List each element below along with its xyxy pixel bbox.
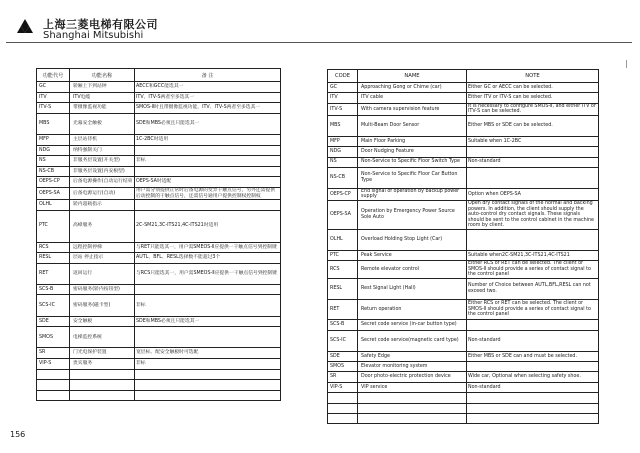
table-row bbox=[328, 167, 599, 188]
header-note: 备 注 bbox=[135, 69, 281, 82]
cell-note: 2C-SM21,3C-ITS21,4C-ITS21时适用 bbox=[135, 210, 281, 242]
cell-note: Either RCS or RET can be selected. The client or SMOS-Ⅱ should provide a series of contact signal to the control panel bbox=[467, 261, 599, 279]
table-row bbox=[37, 263, 281, 284]
table-row bbox=[328, 372, 599, 382]
cell-name bbox=[70, 390, 135, 401]
cell-code: OEPS-CP bbox=[37, 177, 70, 188]
table-row bbox=[328, 147, 599, 157]
cell-note: 非标 bbox=[135, 295, 281, 316]
cell-name: 非服务层设置(开关型) bbox=[70, 156, 135, 167]
table-row bbox=[37, 359, 281, 370]
table-row bbox=[328, 83, 599, 93]
cell-code: MFP bbox=[37, 134, 70, 145]
table-row bbox=[37, 369, 281, 380]
table-row bbox=[328, 413, 599, 423]
cell-name: Main Floor Parking bbox=[358, 136, 467, 146]
cell-note: It is necessary to configure SMOS-Ⅱ, and either ITV or ITV-S can be selected. bbox=[467, 103, 599, 115]
table-row bbox=[37, 166, 281, 177]
cell-code: SDE bbox=[328, 351, 358, 361]
table-row bbox=[328, 229, 599, 250]
header-name: NAME bbox=[358, 70, 467, 83]
cell-code: SCS-B bbox=[37, 284, 70, 295]
cell-code bbox=[328, 393, 358, 403]
cell-code: MBS bbox=[328, 115, 358, 136]
table-row bbox=[328, 250, 599, 260]
cell-code: NS bbox=[328, 157, 358, 167]
cell-note: Non-standard bbox=[467, 382, 599, 392]
table-row bbox=[37, 103, 281, 114]
cell-name: 密码服务(轿内按钮型) bbox=[70, 284, 135, 295]
cell-code bbox=[37, 380, 70, 391]
cell-code: RET bbox=[328, 299, 358, 320]
table-row bbox=[328, 351, 599, 361]
table-row bbox=[37, 200, 281, 211]
cell-code: NDG bbox=[37, 145, 70, 156]
table-row bbox=[328, 188, 599, 200]
cell-name: Door Nudging Feature bbox=[358, 147, 467, 157]
table-row bbox=[328, 299, 599, 320]
cell-note bbox=[135, 369, 281, 380]
table-row bbox=[328, 403, 599, 413]
cell-name: 贵宾服务 bbox=[70, 359, 135, 370]
table-row bbox=[328, 393, 599, 403]
cell-code: ITV-S bbox=[328, 103, 358, 115]
table-row bbox=[328, 320, 599, 330]
table-row bbox=[37, 177, 281, 188]
header-divider bbox=[6, 42, 632, 43]
cell-note: Non-standard bbox=[467, 330, 599, 351]
cell-code: GC bbox=[328, 83, 358, 93]
cell-code: ITV bbox=[328, 93, 358, 103]
cell-note: Either GC or AECC can be selected. bbox=[467, 83, 599, 93]
cell-name: Multi-Beam Door Sensor bbox=[358, 115, 467, 136]
cell-name: 后备电源运行(自动) bbox=[70, 187, 135, 199]
cell-code: SR bbox=[328, 372, 358, 382]
cell-code: VIP-S bbox=[37, 359, 70, 370]
cell-note bbox=[135, 166, 281, 177]
cell-name: VIP service bbox=[358, 382, 467, 392]
header-note: NOTE bbox=[467, 70, 599, 83]
cell-code: VIP-S bbox=[328, 382, 358, 392]
cell-code bbox=[37, 390, 70, 401]
cell-code bbox=[37, 369, 70, 380]
table-row bbox=[37, 113, 281, 134]
cell-name: 纳特强制关门 bbox=[70, 145, 135, 156]
cell-note: Suitable when2C-SM21,3C-ITS21,4C-ITS21 bbox=[467, 250, 599, 260]
cell-note bbox=[135, 327, 281, 348]
cell-note: 与RET只能选其一，用户需SMEOS-Ⅱ应提供一干触点信号到控制键 bbox=[135, 242, 281, 253]
table-row bbox=[37, 145, 281, 156]
cell-note: Either MBS or SDE can and must be selected. bbox=[467, 351, 599, 361]
cell-code: RCS bbox=[328, 261, 358, 279]
chinese-function-table bbox=[36, 68, 281, 401]
cell-code: PTC bbox=[328, 250, 358, 260]
cell-note bbox=[467, 229, 599, 250]
table-row bbox=[328, 157, 599, 167]
english-function-table bbox=[327, 69, 599, 424]
cell-note: Open dry contact signals of the normal and backing powers. In addition, the client should supply the auto-control dry contact signals. These signals should be sent to the control cabinet in the machine room by client. bbox=[467, 200, 599, 229]
header-name: 功能名称 bbox=[70, 69, 135, 82]
table-row bbox=[37, 210, 281, 242]
cell-code: RET bbox=[37, 263, 70, 284]
cell-code: ITV-S bbox=[37, 103, 70, 114]
cell-name: Peak Service bbox=[358, 250, 467, 260]
cell-name: 光幕安全触板 bbox=[70, 113, 135, 134]
table-row bbox=[37, 187, 281, 199]
table-header-row bbox=[37, 69, 281, 82]
table-row bbox=[328, 278, 599, 299]
cell-note bbox=[135, 284, 281, 295]
cell-note bbox=[135, 145, 281, 156]
table-row bbox=[328, 362, 599, 372]
cell-name: Non-Service to Specific Floor Car Button Type bbox=[358, 167, 467, 188]
table-row bbox=[328, 382, 599, 392]
cell-note bbox=[467, 413, 599, 423]
cell-name: 层站 停止指示 bbox=[70, 253, 135, 264]
cell-note: Either RCS or RET can be selected. The client or SMOS-Ⅱ should provide a series of contact signal to the control panel bbox=[467, 299, 599, 320]
cell-code: SCS-B bbox=[328, 320, 358, 330]
cell-name: 远程控制停梯 bbox=[70, 242, 135, 253]
cell-name: 高峰服务 bbox=[70, 210, 135, 242]
table-row bbox=[37, 380, 281, 391]
page-number: 156 bbox=[10, 430, 26, 439]
cell-code: RCS bbox=[37, 242, 70, 253]
cell-note: Option when OEPS-SA bbox=[467, 188, 599, 200]
cell-code bbox=[328, 413, 358, 423]
binding-mark bbox=[626, 60, 632, 68]
cell-name: Safety Edge bbox=[358, 351, 467, 361]
cell-note bbox=[467, 147, 599, 157]
cell-note: 与RCS只能选其一，用户需SMEOS-Ⅱ应提供一干触点信号到控制键 bbox=[135, 263, 281, 284]
cell-note: 1C-2BC时适用 bbox=[135, 134, 281, 145]
table-row bbox=[37, 134, 281, 145]
table-row bbox=[37, 348, 281, 359]
cell-note: Wide car, Optional when selecting safety shoe. bbox=[467, 372, 599, 382]
cell-name: Rest Signal Light (Hall) bbox=[358, 278, 467, 299]
cell-note: Number of Choice between AUTL,BFL,RESL can not exceed two. bbox=[467, 278, 599, 299]
cell-code: OEPS-SA bbox=[37, 187, 70, 199]
cell-name: End signal of operation by backup power supply bbox=[358, 188, 467, 200]
table-row bbox=[37, 327, 281, 348]
cell-note: Either MBS or SDE can be selected. bbox=[467, 115, 599, 136]
cell-note bbox=[467, 393, 599, 403]
table-row bbox=[37, 316, 281, 327]
table-row bbox=[328, 103, 599, 115]
cell-name: Non-Service to Specific Floor Switch Type bbox=[358, 157, 467, 167]
cell-name: 后备电源操作(自动运行结束 bbox=[70, 177, 135, 188]
cell-note: 非标 bbox=[135, 156, 281, 167]
table-row bbox=[37, 390, 281, 401]
table-row bbox=[37, 82, 281, 93]
cell-code: SCS-IC bbox=[37, 295, 70, 316]
cell-code: OLHL bbox=[328, 229, 358, 250]
cell-note: ITV、ITV-S两者至多选其一 bbox=[135, 92, 281, 103]
table-row bbox=[37, 156, 281, 167]
cell-note: 宽层标、配安全触板时可选配 bbox=[135, 348, 281, 359]
cell-name bbox=[358, 413, 467, 423]
cell-name: 主层站待机 bbox=[70, 134, 135, 145]
cell-code: RESL bbox=[37, 253, 70, 264]
cell-name: 带摄像监视功能 bbox=[70, 103, 135, 114]
cell-code: SCS-IC bbox=[328, 330, 358, 351]
cell-code: SDE bbox=[37, 316, 70, 327]
cell-code: PTC bbox=[37, 210, 70, 242]
cell-note: AECC和GCC能选其一 bbox=[135, 82, 281, 93]
table-row bbox=[37, 92, 281, 103]
cell-name: Remote elevator control bbox=[358, 261, 467, 279]
cell-name: 电梯监控系统 bbox=[70, 327, 135, 348]
header-code: 功能代号 bbox=[37, 69, 70, 82]
cell-note: Non-standard bbox=[467, 157, 599, 167]
cell-name: 返回运行 bbox=[70, 263, 135, 284]
cell-code: OLHL bbox=[37, 200, 70, 211]
cell-name: 轿内超载指示 bbox=[70, 200, 135, 211]
cell-name bbox=[70, 380, 135, 391]
table-row bbox=[37, 295, 281, 316]
cell-code: NDG bbox=[328, 147, 358, 157]
document-header bbox=[10, 6, 210, 46]
cell-code: OEPS-SA bbox=[328, 200, 358, 229]
cell-name: ITV cable bbox=[358, 93, 467, 103]
cell-code: NS-CB bbox=[328, 167, 358, 188]
cell-code: MBS bbox=[37, 113, 70, 134]
cell-name: Return operation bbox=[358, 299, 467, 320]
table-row bbox=[328, 200, 599, 229]
cell-code: SMOS bbox=[37, 327, 70, 348]
cell-name bbox=[358, 393, 467, 403]
table-row bbox=[328, 115, 599, 136]
cell-note: AUTL、BFL、RESL选择数不能超过3个 bbox=[135, 253, 281, 264]
table-row bbox=[37, 284, 281, 295]
cell-note bbox=[467, 320, 599, 330]
cell-name: 密码服务(磁卡型) bbox=[70, 295, 135, 316]
cell-code: MFP bbox=[328, 136, 358, 146]
cell-name: 轿厢上下到站钟 bbox=[70, 82, 135, 93]
cell-code: SR bbox=[37, 348, 70, 359]
cell-note bbox=[467, 362, 599, 372]
cell-name: 门光电保护装置 bbox=[70, 348, 135, 359]
table-row bbox=[328, 261, 599, 279]
cell-name: Operation by Emergency Power Source Sole Auto bbox=[358, 200, 467, 229]
table-row bbox=[328, 136, 599, 146]
cell-code: OEPS-CP bbox=[328, 188, 358, 200]
table-header-row bbox=[328, 70, 599, 83]
cell-name bbox=[358, 403, 467, 413]
cell-code: RESL bbox=[328, 278, 358, 299]
cell-note: 非标 bbox=[135, 359, 281, 370]
cell-note: SMOS-Ⅱ时且带摄像监视功能，ITV、ITV-S两者至多选其一 bbox=[135, 103, 281, 114]
cell-name: 非服务层设置(内安根型) bbox=[70, 166, 135, 177]
cell-code: NS bbox=[37, 156, 70, 167]
cell-name: Overload Holding Stop Light (Car) bbox=[358, 229, 467, 250]
cell-name: Elevator monitoring system bbox=[358, 362, 467, 372]
cell-name: Secret code service (in-car button type) bbox=[358, 320, 467, 330]
company-name-english: Shanghai Mitsubishi bbox=[43, 30, 144, 41]
cell-note: OEPS-SA时适配 bbox=[135, 177, 281, 188]
table-row bbox=[37, 253, 281, 264]
header-code: CODE bbox=[328, 70, 358, 83]
company-name-chinese: 上海三菱电梯有限公司 bbox=[43, 18, 158, 31]
cell-code: GC bbox=[37, 82, 70, 93]
cell-note bbox=[135, 200, 281, 211]
cell-name: ITV电缆 bbox=[70, 92, 135, 103]
cell-code: ITV bbox=[37, 92, 70, 103]
table-row bbox=[328, 330, 599, 351]
cell-name: Door photo-electric protection device bbox=[358, 372, 467, 382]
cell-note: Suitable when 1C-2BC bbox=[467, 136, 599, 146]
cell-code: NS-CB bbox=[37, 166, 70, 177]
cell-name bbox=[70, 369, 135, 380]
cell-name: With camera supervision feature bbox=[358, 103, 467, 115]
cell-note bbox=[467, 403, 599, 413]
cell-name: Secret code service(magnetic card type) bbox=[358, 330, 467, 351]
cell-note bbox=[135, 380, 281, 391]
mitsubishi-logo-icon bbox=[14, 18, 36, 38]
cell-code bbox=[328, 403, 358, 413]
cell-note: SDE和MBS必须且只能选其一 bbox=[135, 113, 281, 134]
cell-note: 用户需分别提供正常时后备电源的变异干触点信号，另外还需提供后动控制的干触点信号，还需信号通用户提供控制权控制权 bbox=[135, 187, 281, 199]
table-row bbox=[37, 242, 281, 253]
cell-note: Either ITV or ITV-S can be selected. bbox=[467, 93, 599, 103]
cell-name: 安全触板 bbox=[70, 316, 135, 327]
cell-note: SDE和MBS必须且只能选其一 bbox=[135, 316, 281, 327]
cell-code: SMOS bbox=[328, 362, 358, 372]
cell-name: Approaching Gong or Chime (car) bbox=[358, 83, 467, 93]
cell-note bbox=[135, 390, 281, 401]
cell-note bbox=[467, 167, 599, 188]
table-row bbox=[328, 93, 599, 103]
